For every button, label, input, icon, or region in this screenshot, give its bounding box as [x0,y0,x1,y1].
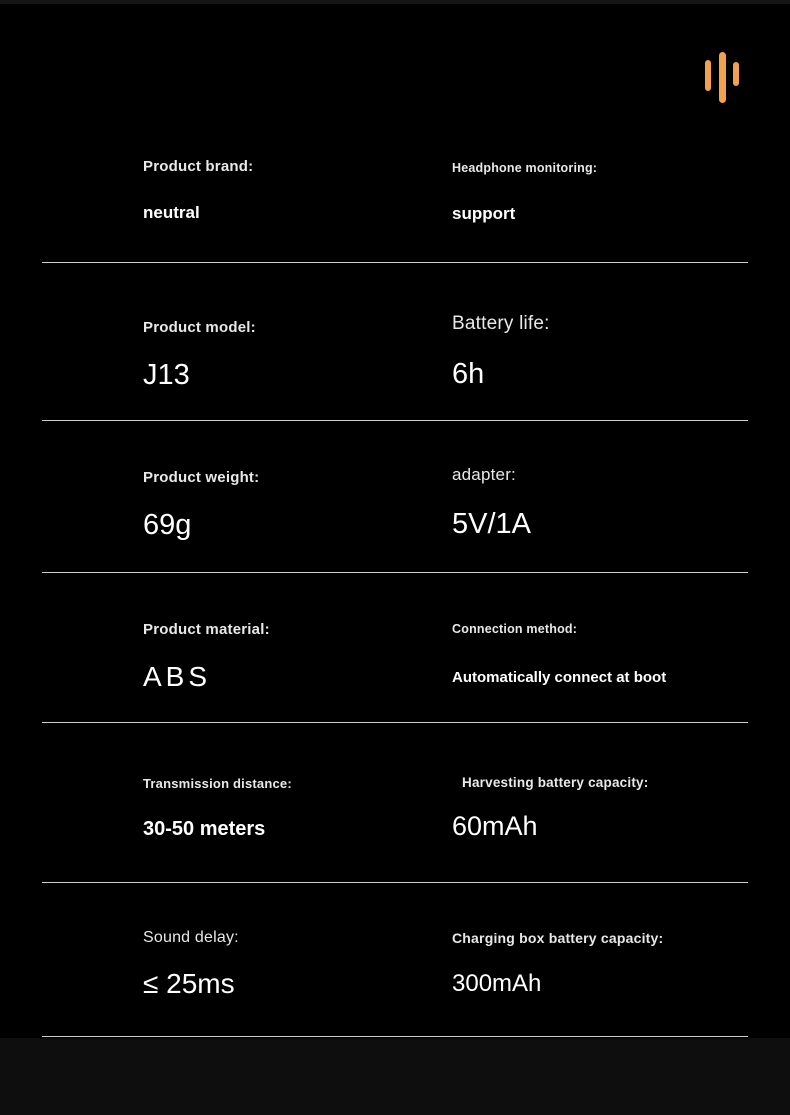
spec-value-headphone-monitoring: support [452,204,516,223]
spec-label-headphone-monitoring: Headphone monitoring: [452,161,598,175]
spec-label-product-brand: Product brand: [143,158,254,175]
spec-label-harvesting-battery-capacity: Harvesting battery capacity: [462,775,649,790]
spec-cell-product-model [42,313,420,420]
spec-value-harvesting-battery-capacity: 60mAh [452,811,538,842]
spec-cell-transmission-distance [42,770,420,882]
spec-row-weight-adapter [42,421,748,573]
spec-row-material-connection [42,573,748,723]
spec-value-product-weight: 69g [143,509,192,541]
spec-value-product-material: ABS [143,661,212,692]
spec-cell-adapter [420,465,748,572]
spec-cell-charging-box-battery-capacity [420,926,748,1036]
spec-cell-sound-delay [42,926,420,1036]
spec-label-battery-life: Battery life: [452,313,550,334]
spec-value-sound-delay: ≤ 25ms [143,968,235,1000]
spec-cell-product-weight [42,465,420,572]
spec-label-adapter: adapter: [452,465,516,484]
spec-value-battery-life: 6h [452,357,485,390]
spec-value-adapter: 5V/1A [452,508,531,541]
spec-label-product-material: Product material: [143,621,270,638]
spec-cell-product-brand [42,158,420,262]
spec-label-product-model: Product model: [143,319,256,336]
spec-label-product-weight: Product weight: [143,469,260,486]
spec-cell-battery-life [420,313,748,420]
spec-cell-headphone-monitoring [420,158,748,262]
spec-value-transmission-distance: 30-50 meters [143,817,266,840]
spec-label-sound-delay: Sound delay: [143,929,239,946]
spec-cell-harvesting-battery-capacity [420,770,748,882]
spec-row-delay-charging-box [42,883,748,1037]
spec-label-connection-method: Connection method: [452,622,578,636]
spec-label-charging-box-battery-capacity: Charging box battery capacity: [452,930,664,946]
spec-row-model-battery [42,263,748,421]
spec-row-distance-battery-capacity [42,723,748,883]
spec-cell-connection-method [420,617,748,722]
spec-label-transmission-distance: Transmission distance: [143,776,292,791]
spec-cell-product-material [42,617,420,722]
spec-value-connection-method: Automatically connect at boot [452,669,667,686]
spec-row-brand-monitoring [42,0,748,263]
bottom-strip [0,1038,790,1115]
spec-value-product-model: J13 [143,359,190,391]
spec-value-charging-box-battery-capacity: 300mAh [452,969,542,997]
spec-value-product-brand: neutral [143,203,200,222]
